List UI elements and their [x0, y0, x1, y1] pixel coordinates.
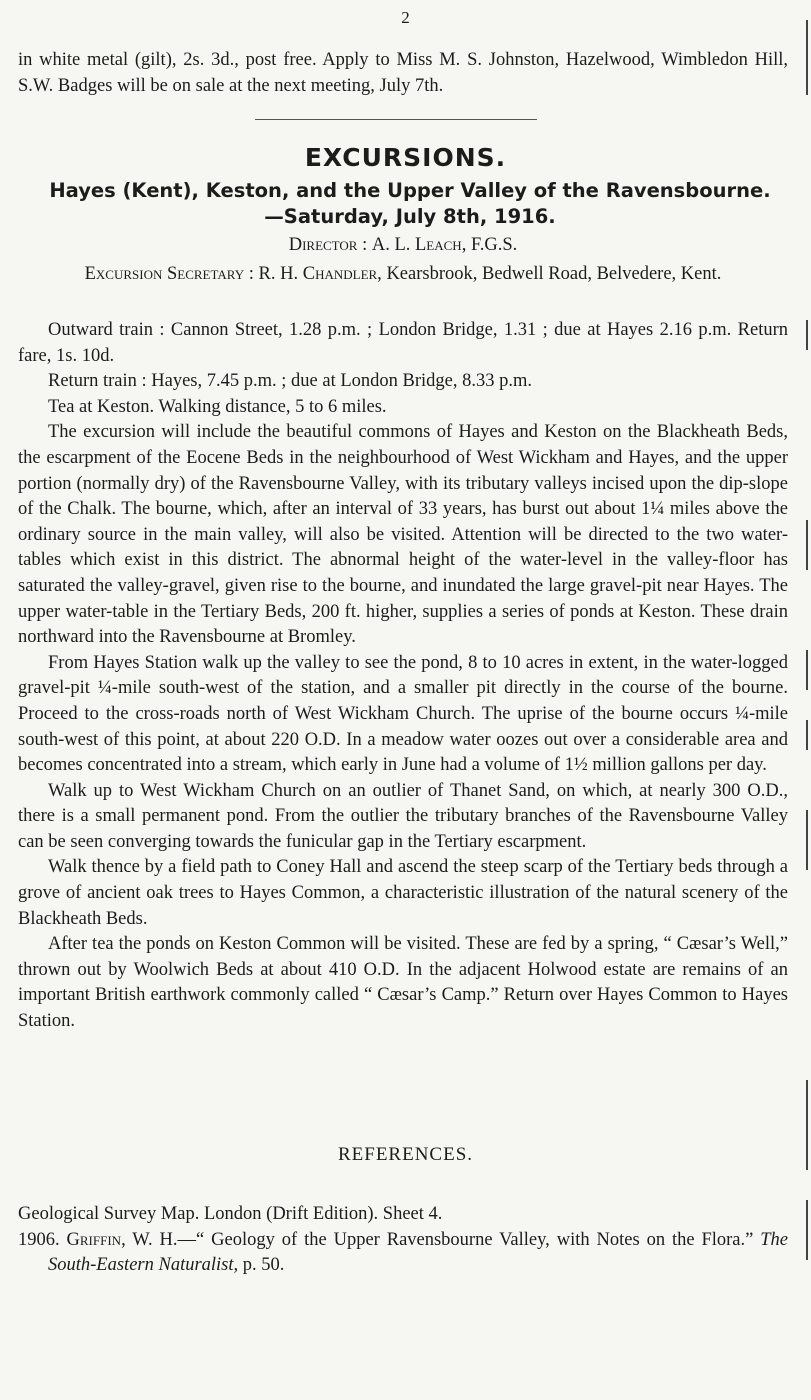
director-line — [18, 233, 788, 259]
reference-item: Geological Survey Map. London (Drift Edition). Sheet 4. — [18, 1204, 443, 1224]
paragraph-keston-common: After tea the ponds on Keston Common will be visited. These are fed by a spring, “ Cæsar’s Well,” thrown out by Woolwich Beds at about 410 O.D. In the adjacent Holwood estate are remains of an important British earthwork commonly called “ Cæsar’s Camp.” Return over Hayes Common to Hayes Station. — [18, 934, 788, 1032]
page-edge-shadow — [806, 720, 808, 750]
page-edge-shadow — [806, 810, 808, 870]
secretary-line — [18, 262, 788, 288]
page-edge-shadow — [806, 650, 808, 690]
excursion-title: Hayes (Kent), Keston, and the Upper Valley of the Ravensbourne.—Saturday, July 8th, 1916. — [49, 179, 771, 228]
page-title: EXCURSIONS. — [304, 143, 507, 172]
reference-journal: The South-Eastern Naturalist, — [48, 1229, 789, 1276]
paragraph-coney-hall: Walk thence by a field path to Coney Hall and ascend the steep scarp of the Tertiary beds through a grove of ancient oak trees to Hayes Common, a characteristic illustration of the natural scenery of the Blackheath Beds. — [18, 857, 788, 929]
paragraph-route-hayes: From Hayes Station walk up the valley to see the pond, 8 to 10 acres in extent, in the water-logged gravel-pit ¼-mile south-west of the station, and a smaller pit directly in the course of the bourne. Proceed to the cross-roads north of West Wickham Church. The uprise of the bourne occurs ¼-mile south-west of this point, at about 220 O.D. In a meadow water oozes out over a considerable area and becomes concentrated into a stream, which early in June had a volume of 1½ million gallons per day. — [18, 652, 788, 776]
page-edge-shadow — [806, 1200, 808, 1260]
secretary-address: Kearsbrook, Bedwell Road, Belvedere, Kent. — [386, 263, 722, 284]
references-heading: REFERENCES. — [337, 1144, 474, 1165]
return-train: Return train : Hayes, 7.45 p.m. ; due at London Bridge, 8.33 p.m. — [48, 371, 533, 392]
secretary-label: Excursion Secretary : — [84, 263, 254, 284]
page-edge-shadow — [806, 520, 808, 570]
reference-title: —“ Geology of the Upper Ravensbourne Valley, with Notes on the Flora.” — [177, 1229, 754, 1250]
page-edge-shadow — [806, 1080, 808, 1170]
page-edge-shadow — [806, 20, 808, 95]
director-value: A. L. Leach, F.G.S. — [371, 235, 518, 255]
references-list — [18, 1202, 788, 1279]
intro-paragraph — [18, 48, 788, 99]
director-label: Director : — [288, 235, 368, 255]
outward-train: Outward train : Cannon Street, 1.28 p.m. ; London Bridge, 1.31 ; due at Hayes 2.16 p.m. Return fare, 1s. 10d. — [18, 320, 788, 366]
reference-year: 1906. — [18, 1229, 60, 1250]
paragraph-overview: The excursion will include the beautiful commons of Hayes and Keston on the Blackheath Beds, the escarpment of the Eocene Beds in the neighbourhood of West Wickham and Hayes, and the upper portion (normally dry) of the Ravensbourne Valley, with its tributary valleys incised upon the dip-slope of the Chalk. The bourne, which, after an interval of 33 years, has burst out about 1¼ miles above the ordinary source in the main valley, will also be visited. Attention will be directed to the two water-tables which exist in this district. The abnormal height of the water-level in the valley-floor has saturated the valley-gravel, given rise to the bourne, and inundated the large gravel-pit near Hayes. The upper water-table in the Tertiary Beds, 200 ft. higher, supplies a series of ponds at Keston. These drain northward into the Ravensbourne at Bromley. — [18, 422, 788, 648]
tea-and-distance: Tea at Keston. Walking distance, 5 to 6 miles. — [48, 396, 387, 417]
page-edge-shadow — [806, 320, 808, 350]
reference-author: Griffin, W. H. — [66, 1229, 178, 1250]
reference-item — [18, 1228, 788, 1279]
paragraph-west-wickham: Walk up to West Wickham Church on an outlier of Thanet Sand, on which, at nearly 300 O.D., there is a small permanent pond. From the outlier the tributary branches of the Ravensbourne Valley can be seen converging towards the funicular gap in the Tertiary escarpment. — [18, 780, 788, 852]
excursion-details — [18, 318, 788, 1035]
page-number: 2 — [401, 8, 410, 27]
intro-text: in white metal (gilt), 2s. 3d., post free. Apply to Miss M. S. Johnston, Hazelwood, Wimbledon Hill, S.W. Badges will be on sale at the next meeting, July 7th. — [18, 50, 788, 96]
section-divider — [255, 119, 537, 120]
reference-page: p. 50. — [242, 1255, 285, 1276]
secretary-name: R. H. Chandler, — [258, 263, 382, 284]
excursion-officers — [18, 233, 788, 287]
